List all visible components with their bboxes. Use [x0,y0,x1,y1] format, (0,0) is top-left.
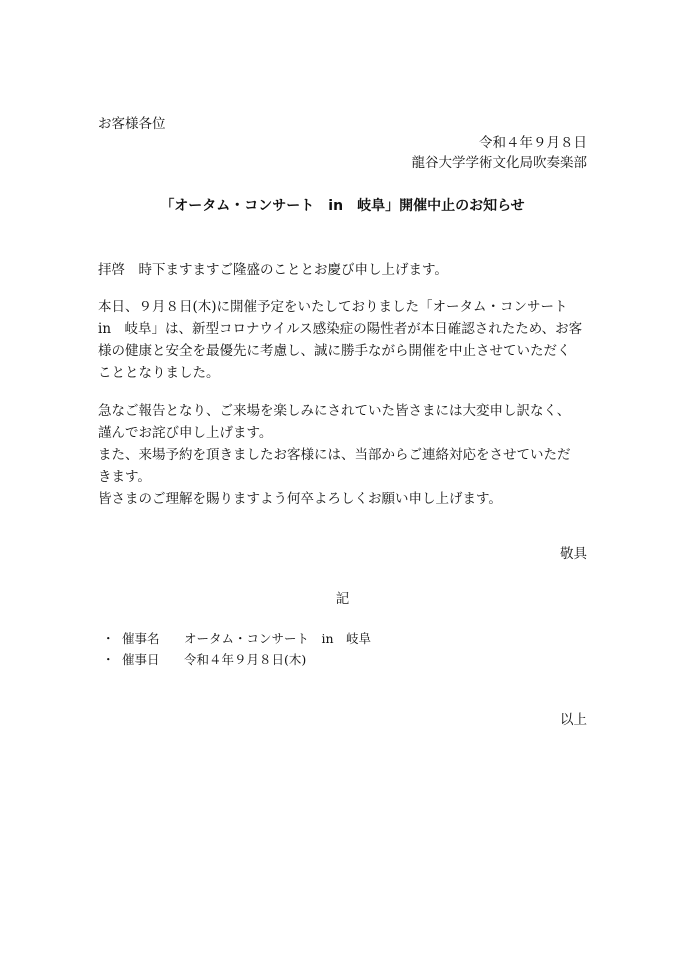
body-line: また、来場予約を頂きましたお客様には、当部からご連絡対応をさせていただ [98,447,571,463]
greeting: 拝啓 時下ますますご隆盛のこととお慶び申し上げます。 [98,262,448,278]
closing-keigu: 敬具 [560,546,587,562]
body-line: きます。 [98,469,151,485]
body-line: 皆さまのご理解を賜りますよう何卒よろしくお願い申し上げます。 [98,491,502,507]
detail-value: 令和４年９月８日(木) [184,652,307,667]
body-line: 謹んでお詫び申し上げます。 [98,425,273,441]
detail-item-event-date [102,649,371,670]
body-line: 本日、９月８日(木)に開催予定をいたしておりました「オータム・コンサート [98,299,568,315]
detail-label: 催事日 [122,652,160,667]
detail-value: オータム・コンサート in 岐阜 [184,631,372,646]
bullet: ・ [102,652,115,667]
body-paragraph-1 [98,296,590,384]
body-line: in 岐阜」は、新型コロナウイルス感染症の陽性者が本日確認されたため、お客 [98,321,583,337]
body-line: 様の健康と安全を最優先に考慮し、誠に勝手ながら開催を中止させていただく [98,343,571,359]
detail-label: 催事名 [122,631,160,646]
end-ijou: 以上 [560,712,587,728]
addressee: お客様各位 [98,116,166,132]
document-title: 「オータム・コンサート in 岐阜」開催中止のお知らせ [160,198,525,214]
detail-item-event-name [102,628,371,649]
body-line: こととなりました。 [98,365,220,381]
body-line: 急なご報告となり、ご来場を楽しみにされていた皆さまには大変申し訳なく、 [98,403,571,419]
date: 令和４年９月８日 [479,135,587,151]
details-list [102,628,371,670]
bullet: ・ [102,631,115,646]
ki-heading: 記 [335,591,350,607]
body-paragraph-2 [98,400,590,510]
sender: 龍谷大学学術文化局吹奏楽部 [411,155,587,171]
